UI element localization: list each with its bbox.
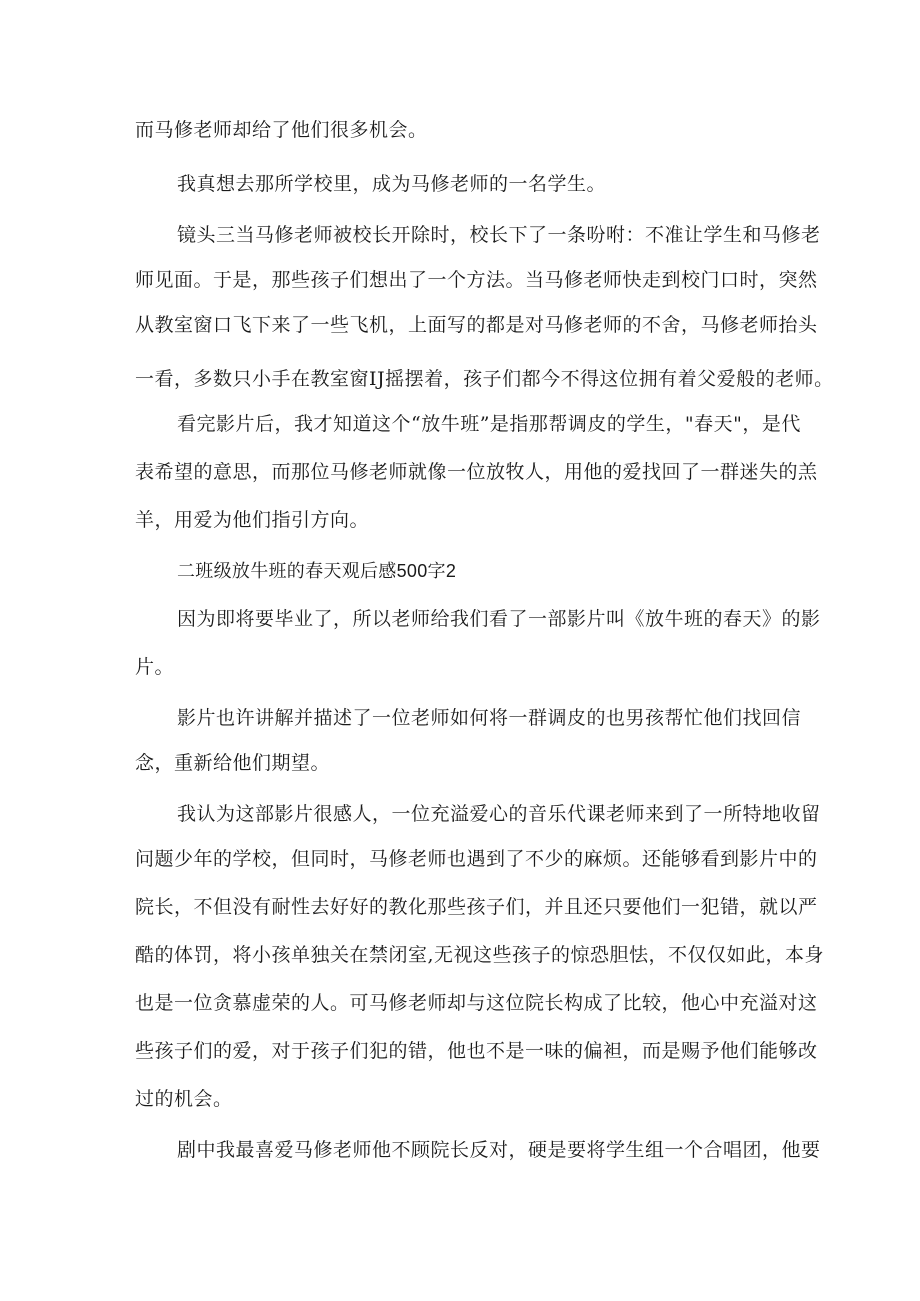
- text-line: 我认为这部影片很感人，一位充溢爱心的音乐代课老师来到了一所特地收留: [177, 803, 821, 825]
- text-line: 而马修老师却给了他们很多机会。: [135, 119, 428, 141]
- text-line: 镜头三当马修老师被校长开除时，校长下了一条吩咐：不准让学生和马修老: [177, 224, 821, 246]
- text-line: 一看，多数只小手在教室窗IJ摇摆着，孩子们都今不得这位拥有着父爱般的老师。: [135, 368, 834, 390]
- text-line: 我真想去那所学校里，成为马修老师的一名学生。: [177, 173, 607, 195]
- text-line: 看完影片后，我才知道这个“放牛班”是指那帮调皮的学生，"春天"，是代: [177, 413, 801, 435]
- text-line: 酷的体罚，将小孩单独关在禁闭室,无视这些孩子的惊恐胆怯，不仅仅如此，本身: [135, 944, 825, 966]
- section-heading: 二班级放牛班的春天观后感500字2: [177, 561, 457, 581]
- text-line: 羊，用爱为他们指引方向。: [135, 509, 370, 531]
- text-line: 从教室窗口飞下来了一些飞机，上面写的都是对马修老师的不舍，马修老师抬头: [135, 314, 818, 336]
- text-line: 念，重新给他们期望。: [135, 752, 331, 774]
- text-line: 影片也许讲解并描述了一位老师如何将一群调皮的也男孩帮忙他们找回信: [177, 707, 802, 729]
- text-line: 些孩子们的爱，对于孩子们犯的错，他也不是一味的偏袒，而是赐予他们能够改: [135, 1040, 818, 1062]
- text-line: 也是一位贪慕虚荣的人。可马修老师却与这位院长构成了比较，他心中充溢对这: [135, 992, 818, 1014]
- text-line: 师见面。于是，那些孩子们想出了一个方法。当马修老师快走到校门口时，突然: [135, 269, 818, 291]
- text-line: 剧中我最喜爱马修老师他不顾院长反对，硬是要将学生组一个合唱团，他要: [177, 1139, 821, 1161]
- text-line: 过的机会。: [135, 1088, 233, 1110]
- text-line: 院长，不但没有耐性去好好的教化那些孩子们，并且还只要他们一犯错，就以严: [135, 896, 818, 918]
- text-line: 因为即将要毕业了，所以老师给我们看了一部影片叫《放牛班的春天》的影: [177, 608, 821, 630]
- text-line: 表希望的意思，而那位马修老师就像一位放牧人，用他的爱找回了一群迷失的羔: [135, 461, 818, 483]
- text-line: 问题少年的学校，但同时，马修老师也遇到了不少的麻烦。还能够看到影片中的: [135, 848, 818, 870]
- text-line: 片。: [135, 656, 175, 678]
